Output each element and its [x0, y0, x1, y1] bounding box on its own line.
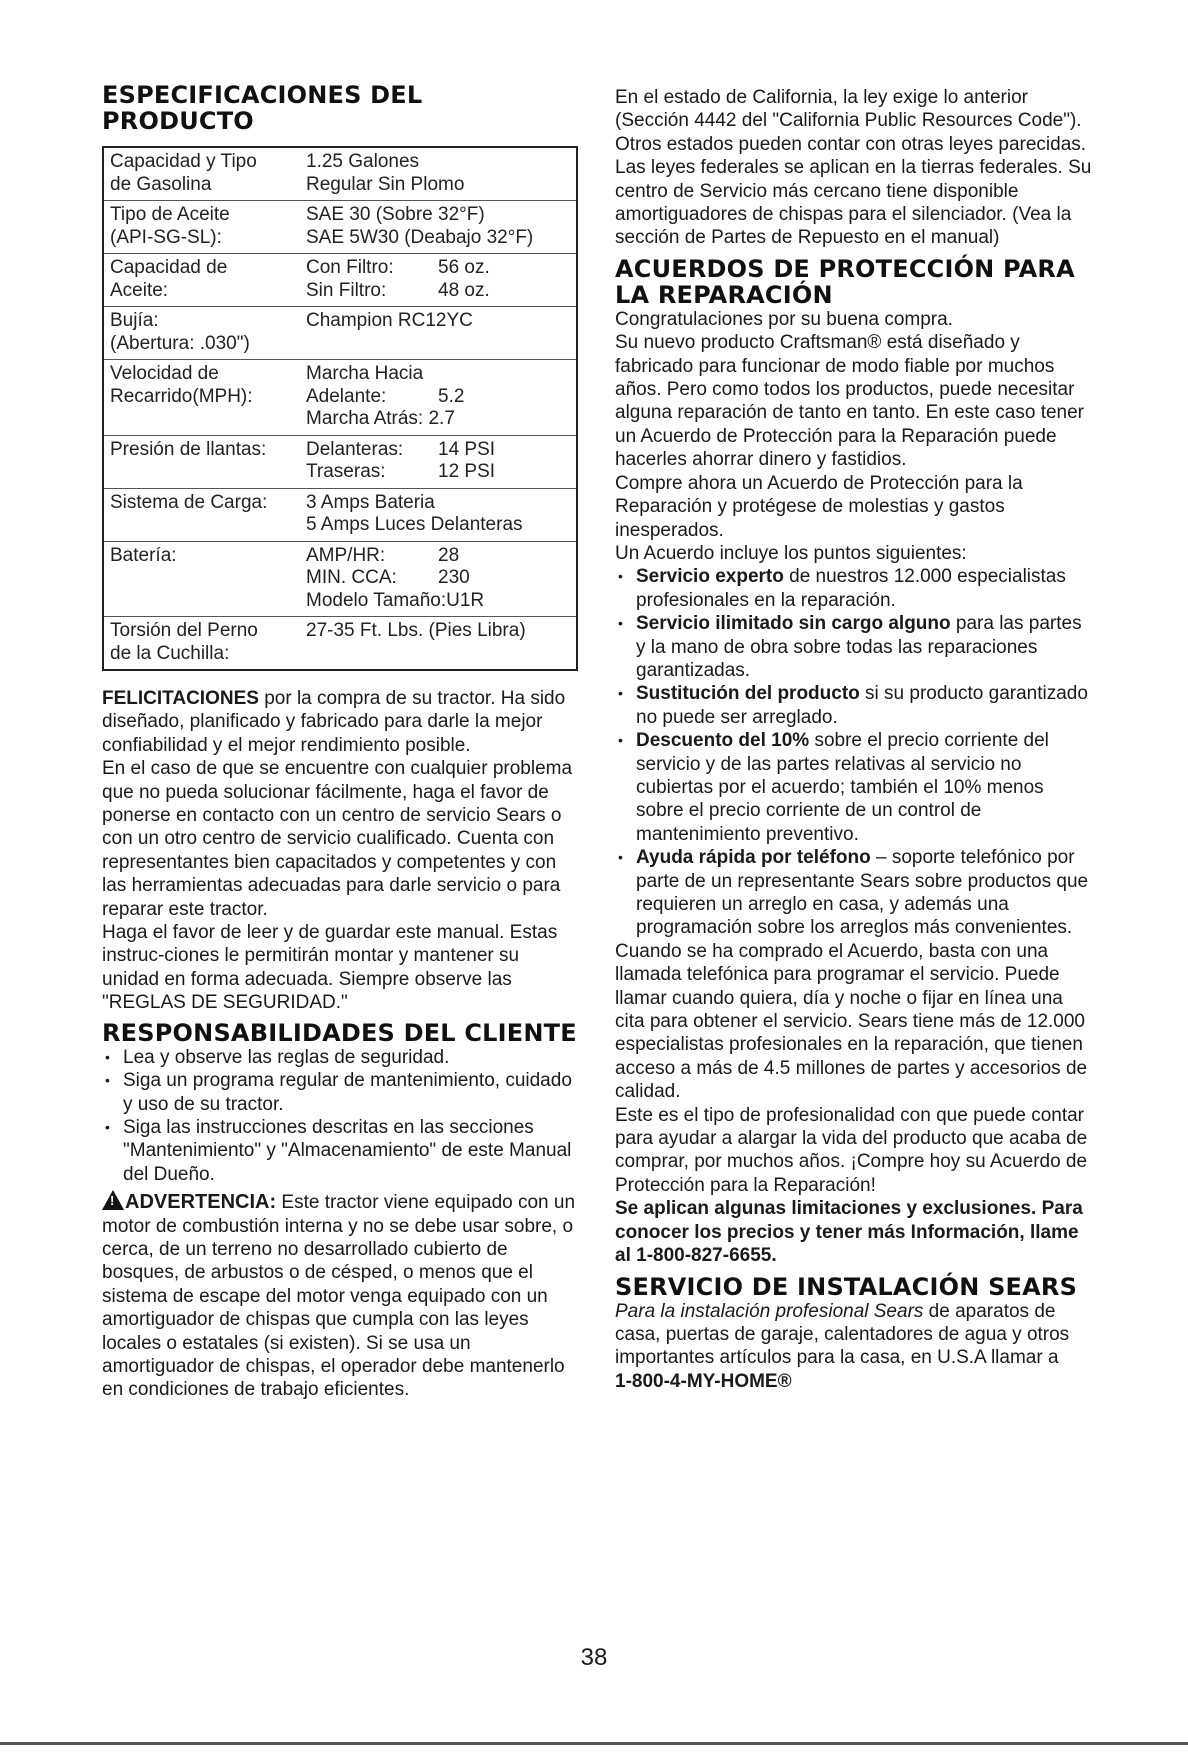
item-text: para las partes y la mano de obra sobre todas las reparaciones garantizadas.	[636, 613, 1082, 681]
acuerdos-paragraph: Su nuevo producto Craftsman® está diseñado y fabricado para funcionar de modo fiable por muchos años. Pero como todos los productos, puede necesitar alguna reparación de tanto en tanto. En este caso tener un Acuerdo de Protección para la Reparación puede hacerles ahorrar dinero y fastidios.	[615, 332, 1084, 471]
list-item	[615, 565, 1095, 612]
warning-text: Este tractor viene equipado con un motor de combustión interna y no se debe usar sobre, o cerca, de un terreno no desarrollado cubierto de bosques, de arbustos o de césped, o menos que el sistema de escape del motor venga equipado con un amortiguador de chispas que cumpla con las leyes locales o estatales (si existen). Si se usa un amortiguador de chispas, el operador debe mantenerlo en condiciones de trabajo eficientes.	[102, 1192, 576, 1401]
spec-label-line: Capacidad de	[110, 257, 228, 278]
servicio-phone: 1-800-4-MY-HOME®	[615, 1370, 792, 1392]
spec-value-line: Marcha Atrás: 2.7	[306, 408, 455, 429]
spec-value-part: Adelante:	[306, 385, 387, 407]
spec-value-part: 48 oz.	[438, 279, 490, 301]
spec-label-line: Torsión del Perno	[110, 620, 258, 641]
list-item: • Siga un programa regular de mantenimiento, cuidado y uso de su tractor.	[102, 1069, 577, 1116]
spec-value-part: 56 oz.	[438, 257, 490, 278]
spec-value	[302, 488, 577, 541]
spec-value-line: 5 Amps Luces Delanteras	[306, 514, 523, 535]
spec-label-line: Tipo de Aceite	[110, 204, 230, 225]
spec-label-line: Batería:	[110, 544, 177, 566]
item-bold: Servicio ilimitado sin cargo alguno	[636, 613, 951, 635]
spec-value	[302, 360, 577, 436]
acuerdos-paragraph: Un Acuerdo incluye los puntos siguientes:	[615, 542, 967, 564]
warning-paragraph	[102, 1190, 577, 1402]
item-text: – soporte telefónico por parte de un representante Sears sobre productos que requieren un arreglo en casa, y además una programación sobre los arreglos más convenientes.	[636, 847, 1089, 939]
responsibilities-heading: RESPONSABILIDADES DEL CLIENTE	[102, 1018, 577, 1047]
spec-value-part: Traseras:	[306, 461, 386, 482]
specs-heading: ESPECIFICACIONES DEL PRODUCTO	[102, 81, 423, 135]
spec-value	[302, 147, 577, 201]
item-bold: Servicio experto	[636, 566, 784, 588]
item-text: sobre el precio corriente del servicio y de las partes relativas al servicio no cubiertas por el acuerdo; también el 10% menos sobre el precio corriente de un control de mantenimiento preventivo.	[636, 730, 1049, 845]
spec-row	[103, 435, 577, 488]
spec-label	[103, 541, 302, 617]
spec-value-line: SAE 30 (Sobre 32°F)	[306, 204, 485, 225]
spec-row	[103, 254, 577, 307]
warning-title: ADVERTENCIA:	[125, 1191, 277, 1214]
servicio-italic: Para la instalación profesional Sears	[615, 1300, 924, 1322]
servicio-text: de aparatos de casa, puertas de garaje, calentadores de agua y otros importantes artículos para la casa, en U.S.A llamar a	[615, 1300, 1070, 1369]
spec-row	[103, 617, 577, 671]
acuerdos-list	[615, 565, 1095, 940]
spec-label-line: (API-SG-SL):	[110, 226, 222, 248]
acuerdos-bold-paragraph	[615, 1197, 1095, 1267]
spec-value-part: 5.2	[438, 385, 465, 407]
spec-value	[302, 201, 577, 254]
spec-value-line	[306, 567, 572, 590]
spec-value-line: Champion RC12YC	[306, 310, 473, 331]
spec-value-line: Marcha Hacia	[306, 363, 424, 384]
responsibilities-list	[102, 1046, 577, 1186]
spec-label	[103, 488, 302, 541]
acuerdos-paragraph: Congratulaciones por su buena compra.	[615, 308, 953, 330]
spec-value-line: 1.25 Galones	[306, 151, 420, 172]
spec-label-line: Presión de llantas:	[110, 438, 267, 460]
spec-value-line	[306, 545, 572, 568]
spec-value-line	[306, 439, 572, 462]
page-number: 38	[580, 1644, 608, 1671]
spec-label-line: (Abertura: .030")	[110, 332, 250, 354]
list-item: • Siga las instrucciones descritas en las secciones "Mantenimiento" y "Almacenamiento" de este Manual del Dueño.	[102, 1116, 577, 1186]
spec-value	[302, 254, 577, 307]
item-bold: Descuento del 10%	[636, 730, 810, 752]
servicio-heading: SERVICIO DE INSTALACIÓN SEARS	[615, 1272, 1078, 1301]
spec-label-line: Recarrido(MPH):	[110, 385, 253, 407]
spec-value-part: Delanteras:	[306, 438, 404, 460]
spec-value	[302, 307, 577, 360]
left-column	[102, 82, 577, 1402]
spec-row	[103, 307, 577, 360]
list-item	[615, 846, 1095, 940]
spec-value-line: Regular Sin Plomo	[306, 173, 465, 195]
spec-row	[103, 147, 577, 201]
spec-value-part: AMP/HR:	[306, 544, 386, 566]
spec-label	[103, 617, 302, 671]
spec-label-line: Velocidad de	[110, 363, 219, 384]
spec-label	[103, 307, 302, 360]
item-text: si su producto garantizado no puede ser arreglado.	[636, 683, 1088, 728]
servicio-phone-paragraph	[615, 1370, 1095, 1393]
service-paragraph: En el caso de que se encuentre con cualquier problema que no pueda solucionar fácilmente, haga el favor de ponerse en contacto con un centro de servicio Sears o con un otro centro de servicio cualificado. Cuenta con representantes bien capacitados y competentes y con las herramientas adecuadas para darle servicio o para reparar este tractor.	[102, 758, 573, 920]
right-column	[615, 86, 1095, 1393]
spec-value-line	[306, 461, 572, 484]
felicitaciones-bold: FELICITACIONES	[102, 688, 259, 709]
bottom-rule	[0, 1742, 1188, 1745]
spec-value-line	[306, 257, 572, 280]
spec-row	[103, 541, 577, 617]
felicitaciones-text: por la compra de su tractor. Ha sido diseñado, planificado y fabricado para darle la mejor confiabilidad y el mejor rendimiento posible.	[102, 688, 566, 756]
spec-value-line: Modelo Tamaño:U1R	[306, 589, 485, 611]
spec-label-line: Bujía:	[110, 310, 159, 331]
item-bold: Sustitución del producto	[636, 683, 860, 705]
spec-label	[103, 254, 302, 307]
list-item: • Lea y observe las reglas de seguridad.	[102, 1046, 577, 1069]
acuerdos-paragraph: Compre ahora un Acuerdo de Protección para la Reparación y protégese de molestias y gastos inesperados.	[615, 472, 1023, 541]
spec-value-line: SAE 5W30 (Deabajo 32°F)	[306, 226, 534, 248]
spec-value-line	[306, 386, 572, 409]
servicio-paragraph	[615, 1300, 1095, 1370]
warning-icon	[102, 1190, 124, 1210]
spec-value	[302, 541, 577, 617]
spec-value-part: 14 PSI	[438, 438, 496, 460]
spec-value-part: Sin Filtro:	[306, 279, 387, 301]
manual-paragraph: Haga el favor de leer y de guardar este manual. Estas instruc-ciones le permitirán montar y mantener su unidad en forma adecuada. Siempre observe las "REGLAS DE SEGURIDAD."	[102, 922, 558, 1014]
spec-value-line: 27-35 Ft. Lbs. (Pies Libra)	[306, 620, 526, 641]
acuerdos-paragraph: Este es el tipo de profesionalidad con que puede contar para ayudar a alargar la vida del producto que acaba de comprar, por muchos años. ¡Compre hoy su Acuerdo de Protección para la Reparación!	[615, 1104, 1088, 1196]
item-text: de nuestros 12.000 especialistas profesionales en la reparación.	[636, 566, 1066, 611]
spec-label-line: de la Cuchilla:	[110, 642, 230, 664]
spec-value-part: MIN. CCA:	[306, 567, 397, 588]
spec-label-line: Capacidad y Tipo	[110, 151, 257, 172]
list-item	[615, 682, 1095, 729]
acuerdos-paragraph: Cuando se ha comprado el Acuerdo, basta con una llamada telefónica para programar el servicio. Puede llamar cuando quiera, día y noche o fijar en línea una cita para obtener el servicio. Sears tiene más de 12.000 especialistas profesionales en la reparación, que tienen acceso a más de 4.5 millones de partes y accesorios de calidad.	[615, 940, 1088, 1103]
spec-label	[103, 435, 302, 488]
felicitaciones-paragraph	[102, 687, 577, 757]
spec-value	[302, 435, 577, 488]
spec-value-part: 28	[438, 544, 460, 566]
spec-value	[302, 617, 577, 671]
spec-label-line: de Gasolina	[110, 173, 212, 195]
item-bold: Ayuda rápida por teléfono	[636, 847, 871, 869]
spec-value-line: 3 Amps Bateria	[306, 491, 435, 513]
acuerdos-heading: ACUERDOS DE PROTECCIÓN PARA LA REPARACIÓN	[615, 254, 1075, 309]
spec-label	[103, 360, 302, 436]
spec-label-line: Sistema de Carga:	[110, 491, 268, 513]
spec-label	[103, 201, 302, 254]
list-item	[615, 612, 1095, 682]
spec-label-line: Aceite:	[110, 279, 169, 301]
spec-row	[103, 488, 577, 541]
spec-value-part: 12 PSI	[438, 461, 496, 482]
specs-table	[102, 146, 578, 671]
spec-value-part: Con Filtro:	[306, 257, 394, 278]
spec-value-line	[306, 280, 572, 303]
spec-label	[103, 147, 302, 201]
limitations-text: Se aplican algunas limitaciones y exclusiones. Para conocer los precios y tener más Información, llame al 1-800-827-6655.	[615, 1198, 1083, 1267]
spec-row	[103, 360, 577, 436]
spec-row	[103, 201, 577, 254]
list-item	[615, 729, 1095, 846]
california-paragraph: En el estado de California, la ley exige lo anterior (Sección 4442 del "California Public Resources Code"). Otros estados pueden contar con otras leyes parecidas. Las leyes federales se aplican en la tierras federales. Su centro de Servicio más cercano tiene disponible amortiguadores de chispas para el silenciador. (Vea la sección de Partes de Repuesto en el manual)	[615, 87, 1092, 249]
spec-value-part: 230	[438, 567, 470, 588]
